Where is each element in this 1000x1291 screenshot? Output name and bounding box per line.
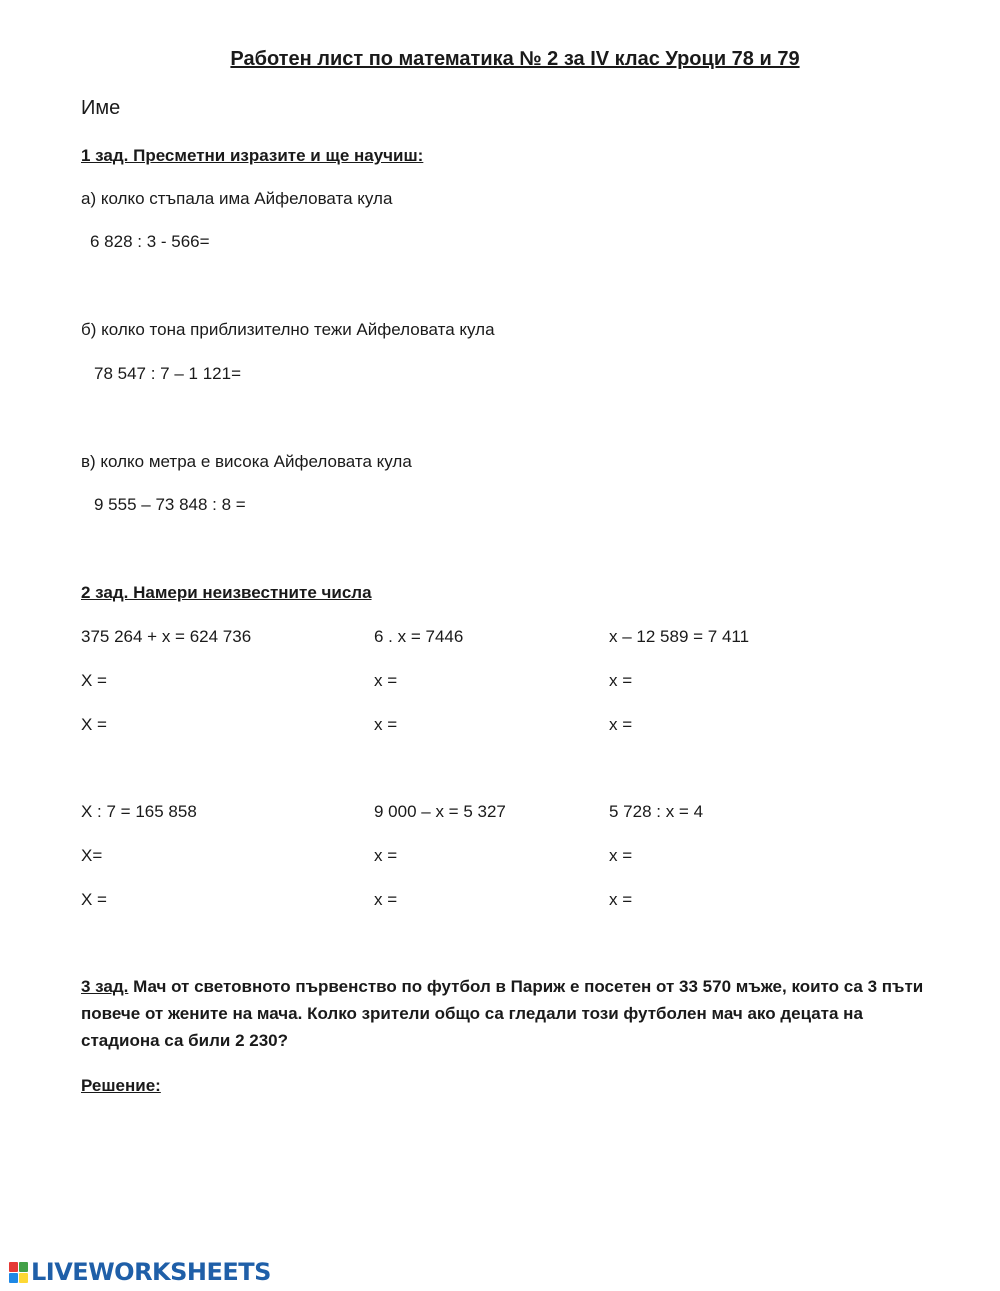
logo-blocks-icon <box>9 1262 28 1283</box>
answer-line: x = <box>374 715 398 734</box>
logo-text: LIVEWORKSHEETS <box>31 1258 271 1286</box>
name-label: Име <box>81 97 121 119</box>
task1-heading: 1 зад. Пресметни изразите и ще научиш: <box>81 146 424 165</box>
equation: x – 12 589 = 7 411 <box>609 627 750 646</box>
logo-block <box>19 1262 28 1272</box>
answer-line: x = <box>609 846 633 865</box>
equation: 9 000 – x = 5 327 <box>374 802 506 821</box>
task1-c-expression: 9 555 – 73 848 : 8 = <box>94 495 246 514</box>
answer-line: x = <box>374 671 398 690</box>
task3-text: Мач от световното първенство по футбол в Париж е посетен от 33 570 мъже, които са 3 пъти повече от жените на мача. Колко зрители общо са гледали този футболен мач ако децата на стадиона са били 2 230? <box>81 977 924 1050</box>
answer-line: x = <box>609 715 633 734</box>
task1-c-question: в) колко метра е висока Айфеловата кула <box>81 452 412 471</box>
task1-a-expression: 6 828 : 3 - 566= <box>90 232 210 251</box>
answer-line: x = <box>374 846 398 865</box>
equation: 5 728 : x = 4 <box>609 802 704 821</box>
task2-heading: 2 зад. Намери неизвестните числа <box>81 583 372 602</box>
answer-line: X = <box>81 890 107 909</box>
answer-line: X= <box>81 846 103 865</box>
task1-b-expression: 78 547 : 7 – 1 121= <box>94 364 241 383</box>
logo-block <box>9 1262 18 1272</box>
task3-label: 3 зад. <box>81 977 129 996</box>
equation: 375 264 + x = 624 736 <box>81 627 252 646</box>
task1-b-question: б) колко тона приблизително тежи Айфеловата кула <box>81 320 495 339</box>
answer-line: X = <box>81 715 107 734</box>
answer-line: x = <box>609 671 633 690</box>
equation: 6 . x = 7446 <box>374 627 464 646</box>
answer-line: x = <box>609 890 633 909</box>
logo-block <box>19 1273 28 1283</box>
task1-a-question: а) колко стъпала има Айфеловата кула <box>81 189 393 208</box>
answer-line: X = <box>81 671 107 690</box>
liveworksheets-logo <box>9 1258 271 1286</box>
task3-paragraph <box>81 973 941 1054</box>
solution-label: Решение: <box>81 1076 161 1095</box>
equation: X : 7 = 165 858 <box>81 802 197 821</box>
worksheet-title: Работен лист по математика № 2 за IV клас Уроци 78 и 79 <box>230 48 800 70</box>
answer-line: x = <box>374 890 398 909</box>
logo-block <box>9 1273 18 1283</box>
